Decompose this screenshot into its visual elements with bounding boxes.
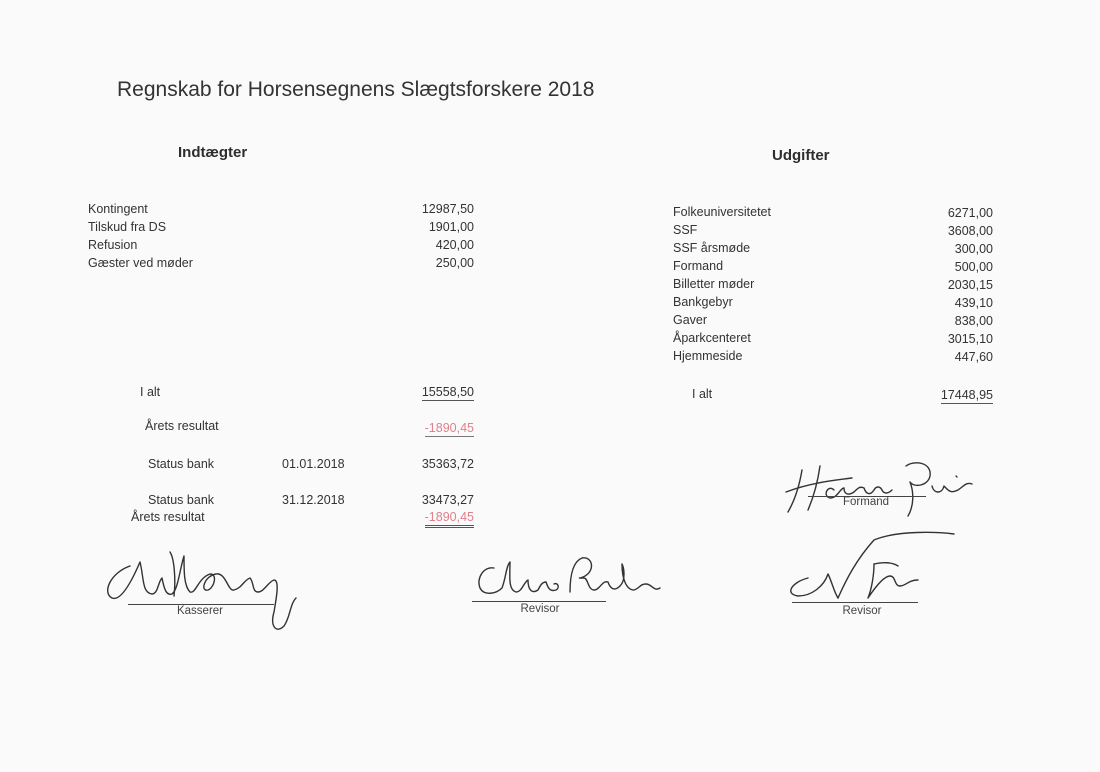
expenses-total-wrap [925, 386, 993, 404]
bank-opening-label: Status bank [148, 457, 215, 471]
income-label: Tilskud fra DS [88, 220, 167, 234]
expense-label: Bankgebyr [673, 295, 733, 309]
bank-closing-date: 31.12.2018 [282, 493, 345, 507]
bank-opening-value: 35363,72 [421, 457, 474, 471]
revisor2-label: Revisor [842, 605, 882, 617]
expense-value: 500,00 [954, 260, 993, 274]
expense-value: 447,60 [954, 350, 993, 364]
revisor1-signature [470, 548, 670, 608]
expense-value: 300,00 [954, 242, 993, 256]
bank-result-value: -1890,45 [425, 510, 474, 528]
formand-label: Formand [842, 496, 890, 508]
formand-signature [782, 452, 982, 522]
expense-value: 2030,15 [947, 278, 993, 292]
revisor2-signature [778, 530, 968, 610]
expense-value: 439,10 [954, 296, 993, 310]
expense-label: Folkeuniversitetet [673, 205, 771, 219]
result-value: -1890,45 [424, 421, 474, 435]
income-label: Kontingent [88, 202, 148, 216]
expenses-total-label: I alt [692, 387, 713, 401]
expense-value: 3015,10 [947, 332, 993, 346]
income-label: Refusion [88, 238, 138, 252]
bank-closing-label: Status bank [148, 493, 215, 507]
bank-result-label: Årets resultat [131, 510, 205, 524]
income-heading: Indtægter [178, 144, 248, 161]
document-title: Regnskab for Horsensegnens Slægtsforskere 2018 [117, 78, 595, 101]
income-value: 250,00 [435, 256, 474, 270]
expense-label: Åparkcenteret [673, 331, 751, 345]
expense-label: Formand [673, 259, 724, 273]
revisor1-label: Revisor [520, 603, 560, 615]
result-wrap [410, 419, 474, 437]
income-value: 12987,50 [421, 202, 474, 216]
income-total-wrap [410, 383, 474, 401]
bank-opening-date: 01.01.2018 [282, 457, 345, 471]
expense-label: SSF årsmøde [673, 241, 751, 255]
expense-label: Gaver [673, 313, 708, 327]
expense-label: Hjemmeside [673, 349, 743, 363]
expenses-total-value: 17448,95 [940, 388, 993, 402]
income-value: 1901,00 [428, 220, 474, 234]
income-label: Gæster ved møder [88, 256, 193, 270]
revisor2-line [792, 602, 918, 603]
bank-result-wrap [410, 508, 474, 526]
expense-label: SSF [673, 223, 698, 237]
expense-value: 6271,00 [947, 206, 993, 220]
expenses-heading: Udgifter [772, 147, 830, 164]
expense-value: 3608,00 [947, 224, 993, 238]
income-value: 420,00 [435, 238, 474, 252]
revisor1-line [472, 601, 606, 602]
result-label: Årets resultat [145, 419, 219, 433]
income-total-value: 15558,50 [421, 385, 474, 399]
expense-label: Billetter møder [673, 277, 755, 291]
expense-value: 838,00 [954, 314, 993, 328]
kasserer-label: Kasserer [176, 605, 224, 617]
income-total-label: I alt [140, 385, 161, 399]
bank-closing-value: 33473,27 [421, 493, 474, 507]
kasserer-signature [100, 548, 310, 638]
